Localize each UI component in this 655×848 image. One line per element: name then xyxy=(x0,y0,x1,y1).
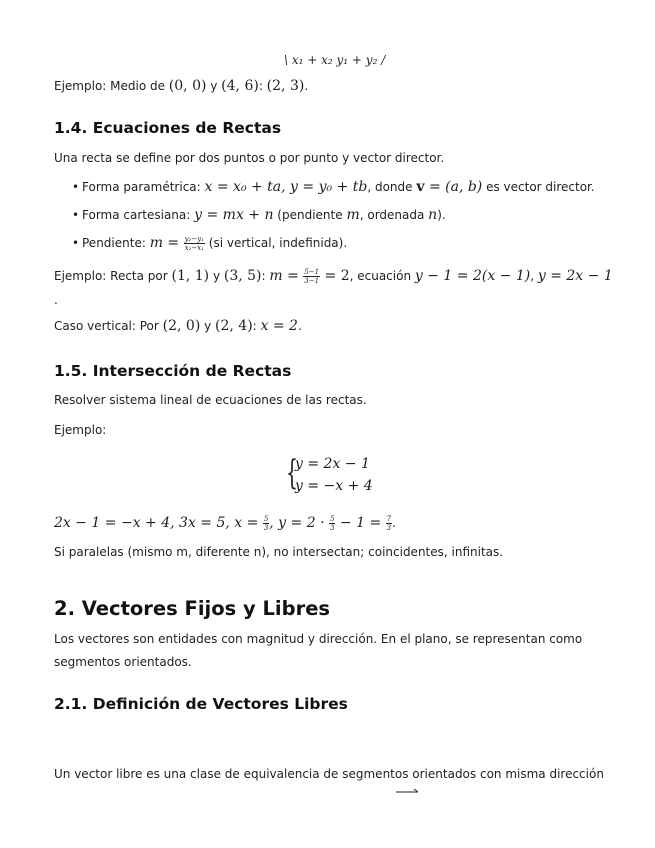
section-2-intro-line-2: segmentos orientados. xyxy=(54,655,192,669)
example-line-through-points: Ejemplo: Recta por (1, 1) y (3, 5): m = $\frac{5-1}{3-1}$ = 2, ecuación y − 1 = 2(x − 1), y = 2x − 1 xyxy=(54,268,613,285)
free-vector-definition: Un vector libre es una clase de equivalencia de segmentos orientados con misma dirección xyxy=(54,767,604,781)
section-heading-2: 2. Vectores Fijos y Libres xyxy=(54,597,331,620)
example-slope-fraction: $\frac{5-1}{3-1}$ xyxy=(304,268,320,285)
solution-fraction-y: $\frac{7}{3}$ xyxy=(386,515,392,532)
section-heading-1-5: 1.5. Intersección de Rectas xyxy=(54,362,292,380)
bullet-slope: • Pendiente: m = $\frac{\text{y₂−y₁}}{\text{x₂−x₁}}$ (si vertical, indefinida). xyxy=(72,235,348,252)
vertical-case: Caso vertical: Por (2, 0) y (2, 4): x = 2. xyxy=(54,318,302,334)
left-brace: { xyxy=(286,453,298,493)
example-midpoint: Ejemplo: Medio de (0, 0) y (4, 6): (2, 3). xyxy=(54,78,309,94)
slope-fraction: $\frac{\text{y₂−y₁}}{\text{x₂−x₁}}$ xyxy=(184,235,204,252)
system-equation-2: y = −x + 4 xyxy=(295,478,373,494)
bullet-parametric-form: • Forma paramétrica: x = x₀ + ta, y = y₀ + tb, donde v = (a, b) es vector director. xyxy=(72,179,595,195)
section-heading-1-4: 1.4. Ecuaciones de Rectas xyxy=(54,119,282,137)
intersection-solution: 2x − 1 = −x + 4, 3x = 5, x = $\frac{5}{3}$ , y = 2 · $\frac{5}{3}$ − 1 = $\frac{7}{3}$ . xyxy=(54,515,396,532)
section-2-intro-line-1: Los vectores son entidades con magnitud y dirección. En el plano, se representan como xyxy=(54,632,583,646)
parallel-lines-note: Si paralelas (mismo m, diferente n), no intersectan; coincidentes, infinitas. xyxy=(54,545,504,559)
section-heading-2-1: 2.1. Definición de Vectores Libres xyxy=(54,695,348,713)
example-label: Ejemplo: xyxy=(54,423,107,437)
solution-fraction-x: $\frac{5}{3}$ xyxy=(263,515,269,532)
section-1-4-intro: Una recta se define por dos puntos o por punto y vector director. xyxy=(54,151,445,165)
solution-fraction-factor: $\frac{5}{3}$ xyxy=(329,515,335,532)
section-1-5-intro: Resolver sistema lineal de ecuaciones de las rectas. xyxy=(54,393,367,407)
system-equation-1: y = 2x − 1 xyxy=(295,456,370,472)
midpoint-formula-fragment: \ x₁ + x₂ y₁ + y₂ / xyxy=(284,53,386,67)
example-line-period: . xyxy=(54,293,58,307)
vector-arrow-icon xyxy=(396,787,420,795)
bullet-cartesian-form: • Forma cartesiana: y = mx + n (pendiente m, ordenada n). xyxy=(72,207,446,223)
